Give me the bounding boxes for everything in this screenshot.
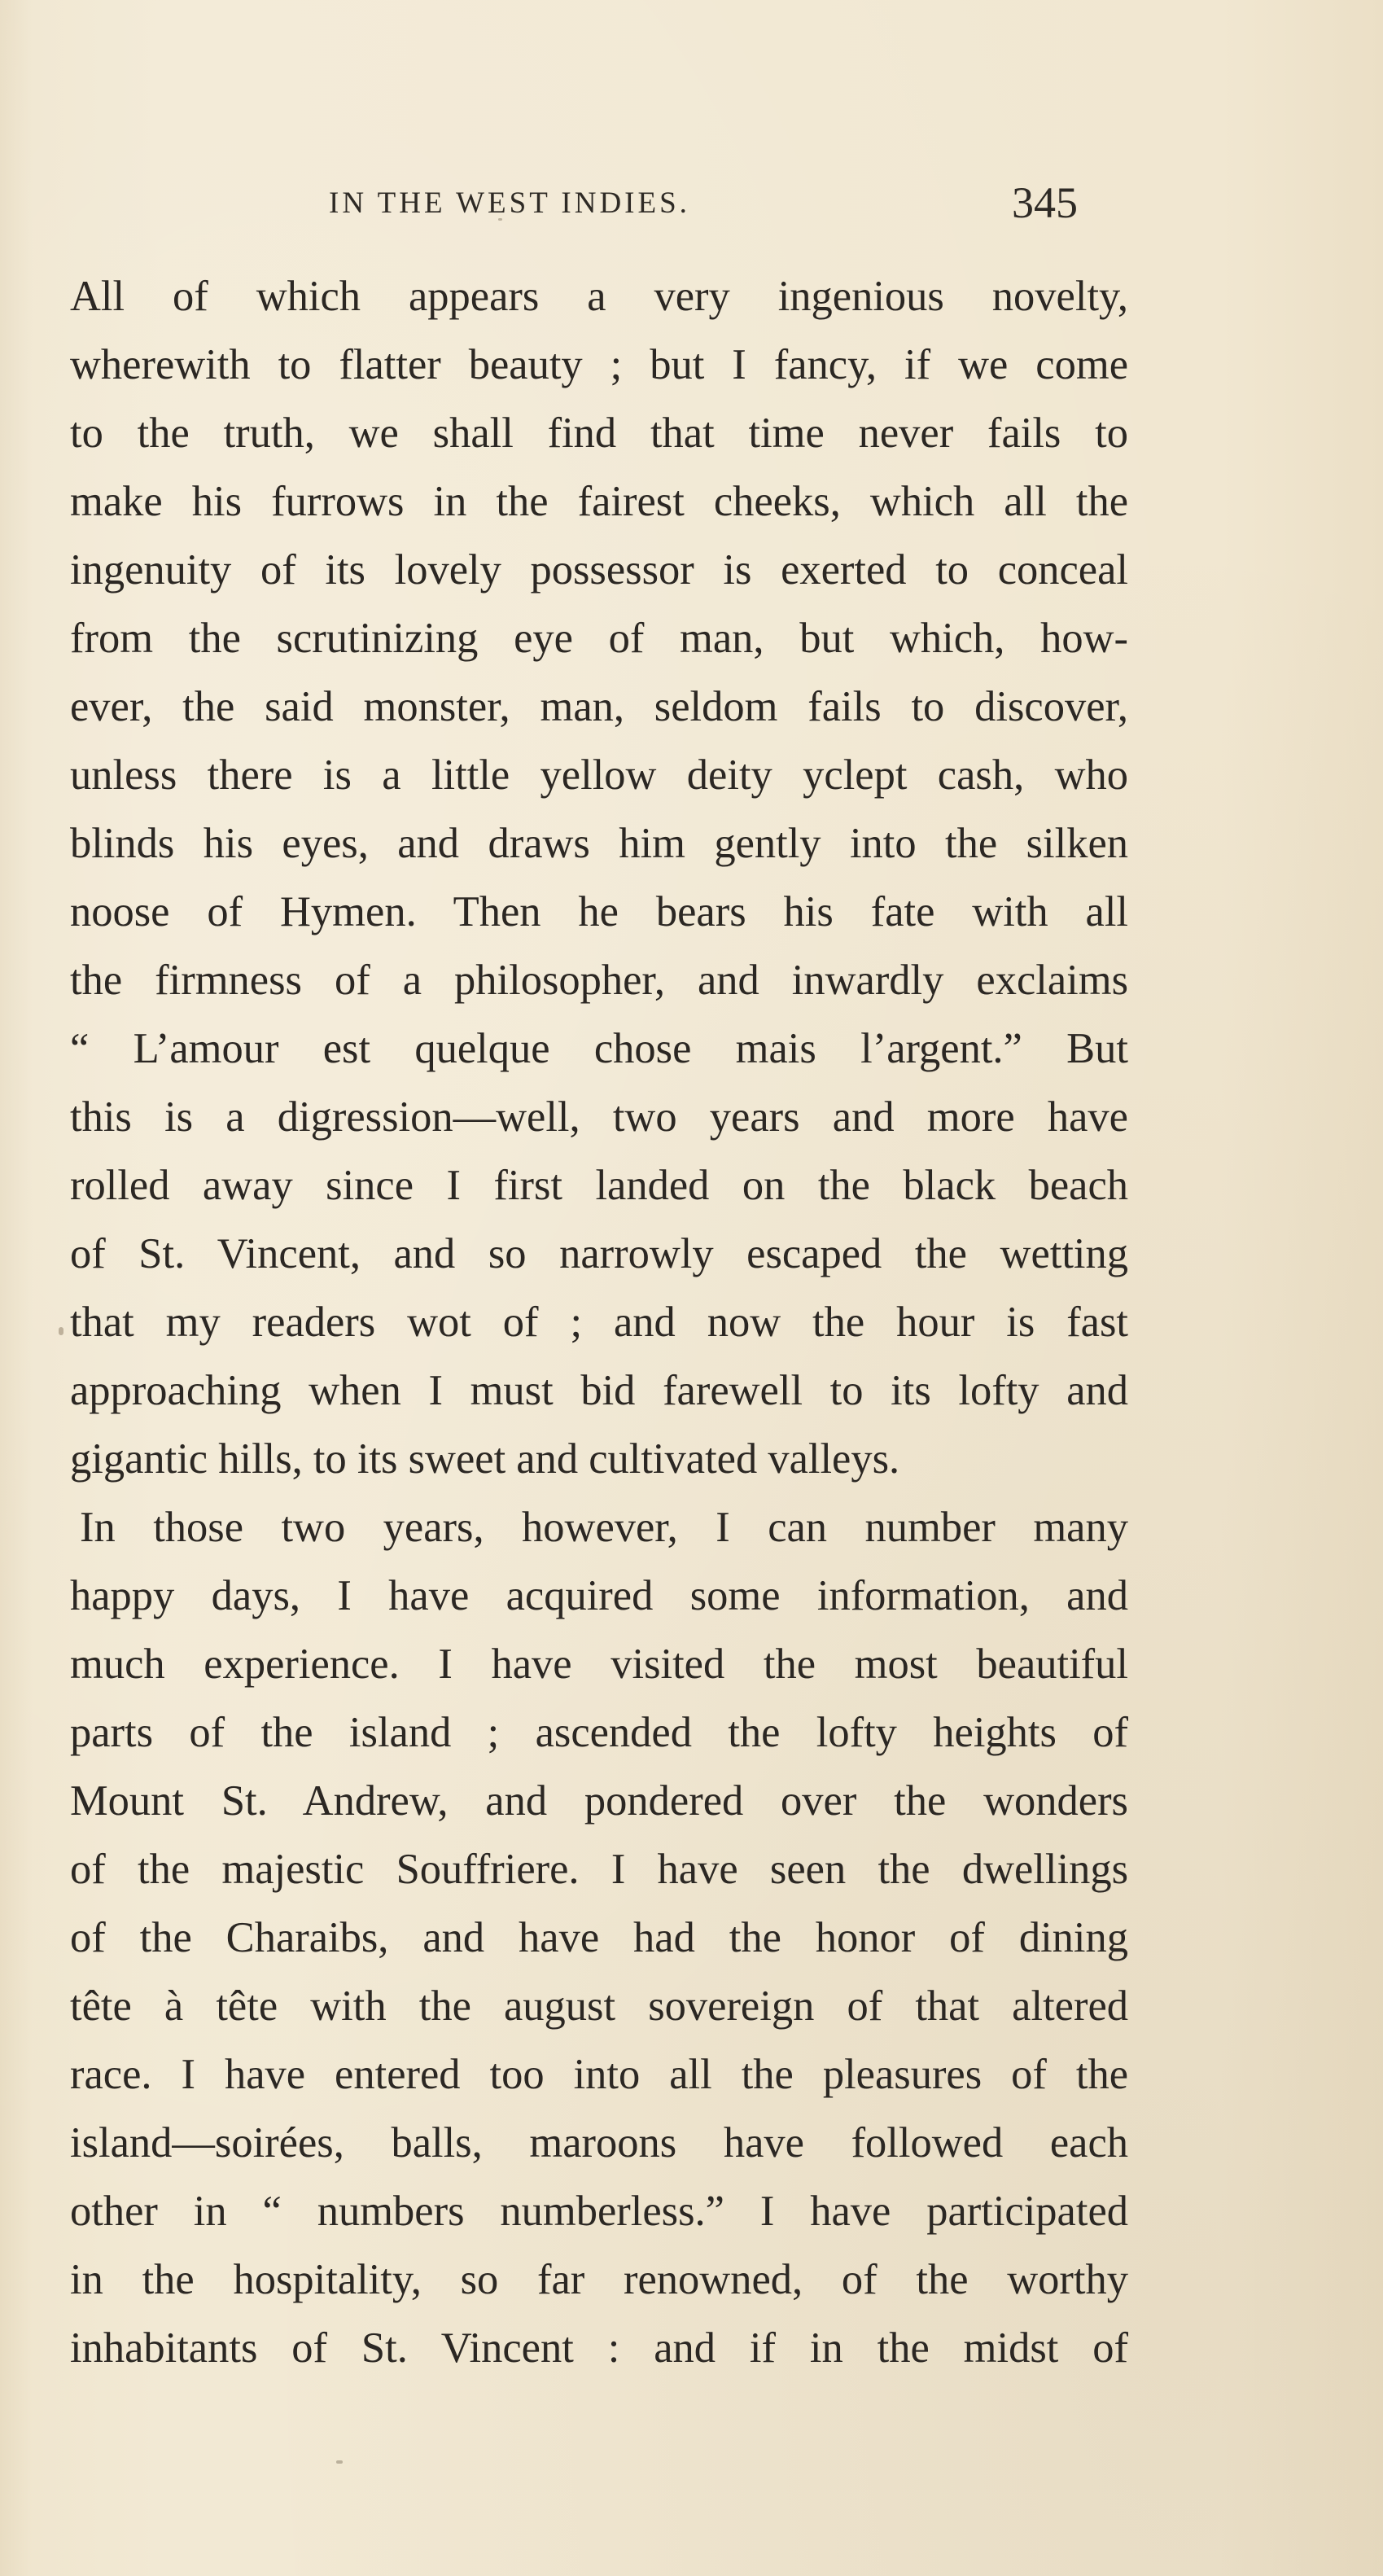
- text-line: much experience. I have visited the most beautiful: [70, 1641, 1128, 1688]
- text-line: of St. Vincent, and so narrowly escaped the wetting: [70, 1230, 1128, 1277]
- text-line: of the Charaibs, and have had the honor of dining: [70, 1914, 1128, 1961]
- text-line: island—soirées, balls, maroons have followed each: [70, 2119, 1128, 2166]
- text-line: ingenuity of its lovely possessor is exerted to conceal: [70, 546, 1128, 594]
- text-line: in the hospitality, so far renowned, of the worthy: [70, 2256, 1128, 2303]
- text-line: “ L’amour est quelque chose mais l’argent.” But: [70, 1025, 1128, 1072]
- text-line: that my readers wot of ; and now the hour is fast: [70, 1299, 1128, 1346]
- paper-speck: [336, 2460, 343, 2464]
- text-line: noose of Hymen. Then he bears his fate with all: [70, 888, 1128, 935]
- text-line: this is a digression—well, two years and more have: [70, 1093, 1128, 1141]
- text-line: wherewith to flatter beauty ; but I fancy, if we come: [70, 341, 1128, 388]
- text-line: parts of the island ; ascended the lofty heights of: [70, 1709, 1128, 1756]
- text-line: All of which appears a very ingenious novelty,: [70, 273, 1128, 320]
- text-line: rolled away since I first landed on the black beach: [70, 1162, 1128, 1209]
- text-line: tête à tête with the august sovereign of that altered: [70, 1982, 1128, 2030]
- text-line: of the majestic Souffriere. I have seen the dwellings: [70, 1846, 1128, 1893]
- text-line: from the scrutinizing eye of man, but which, how-: [70, 615, 1128, 662]
- running-head: [0, 177, 1383, 226]
- ink-mark: [59, 1327, 63, 1335]
- text-line: happy days, I have acquired some information, and: [70, 1572, 1128, 1619]
- text-line: unless there is a little yellow deity yclept cash, who: [70, 751, 1128, 799]
- running-title: IN THE WEST INDIES.: [329, 186, 690, 220]
- text-line: make his furrows in the fairest cheeks, which all the: [70, 478, 1128, 525]
- text-line: Mount St. Andrew, and pondered over the wonders: [70, 1777, 1128, 1825]
- text-line: In those two years, however, I can number many: [80, 1504, 1128, 1551]
- text-line: blinds his eyes, and draws him gently into the silken: [70, 820, 1128, 867]
- text-line: inhabitants of St. Vincent : and if in the midst of: [70, 2324, 1128, 2372]
- text-line: the firmness of a philosopher, and inwardly exclaims: [70, 957, 1128, 1004]
- paper-speck: [498, 218, 502, 221]
- text-line: gigantic hills, to its sweet and cultivated valleys.: [70, 1435, 900, 1483]
- text-line: other in “ numbers numberless.” I have participated: [70, 2188, 1128, 2235]
- text-line: ever, the said monster, man, seldom fails to discover,: [70, 683, 1128, 730]
- text-line: to the truth, we shall find that time never fails to: [70, 410, 1128, 457]
- page-number: 345: [1012, 178, 1078, 227]
- text-line: race. I have entered too into all the pleasures of the: [70, 2051, 1128, 2098]
- text-line: approaching when I must bid farewell to its lofty and: [70, 1367, 1128, 1414]
